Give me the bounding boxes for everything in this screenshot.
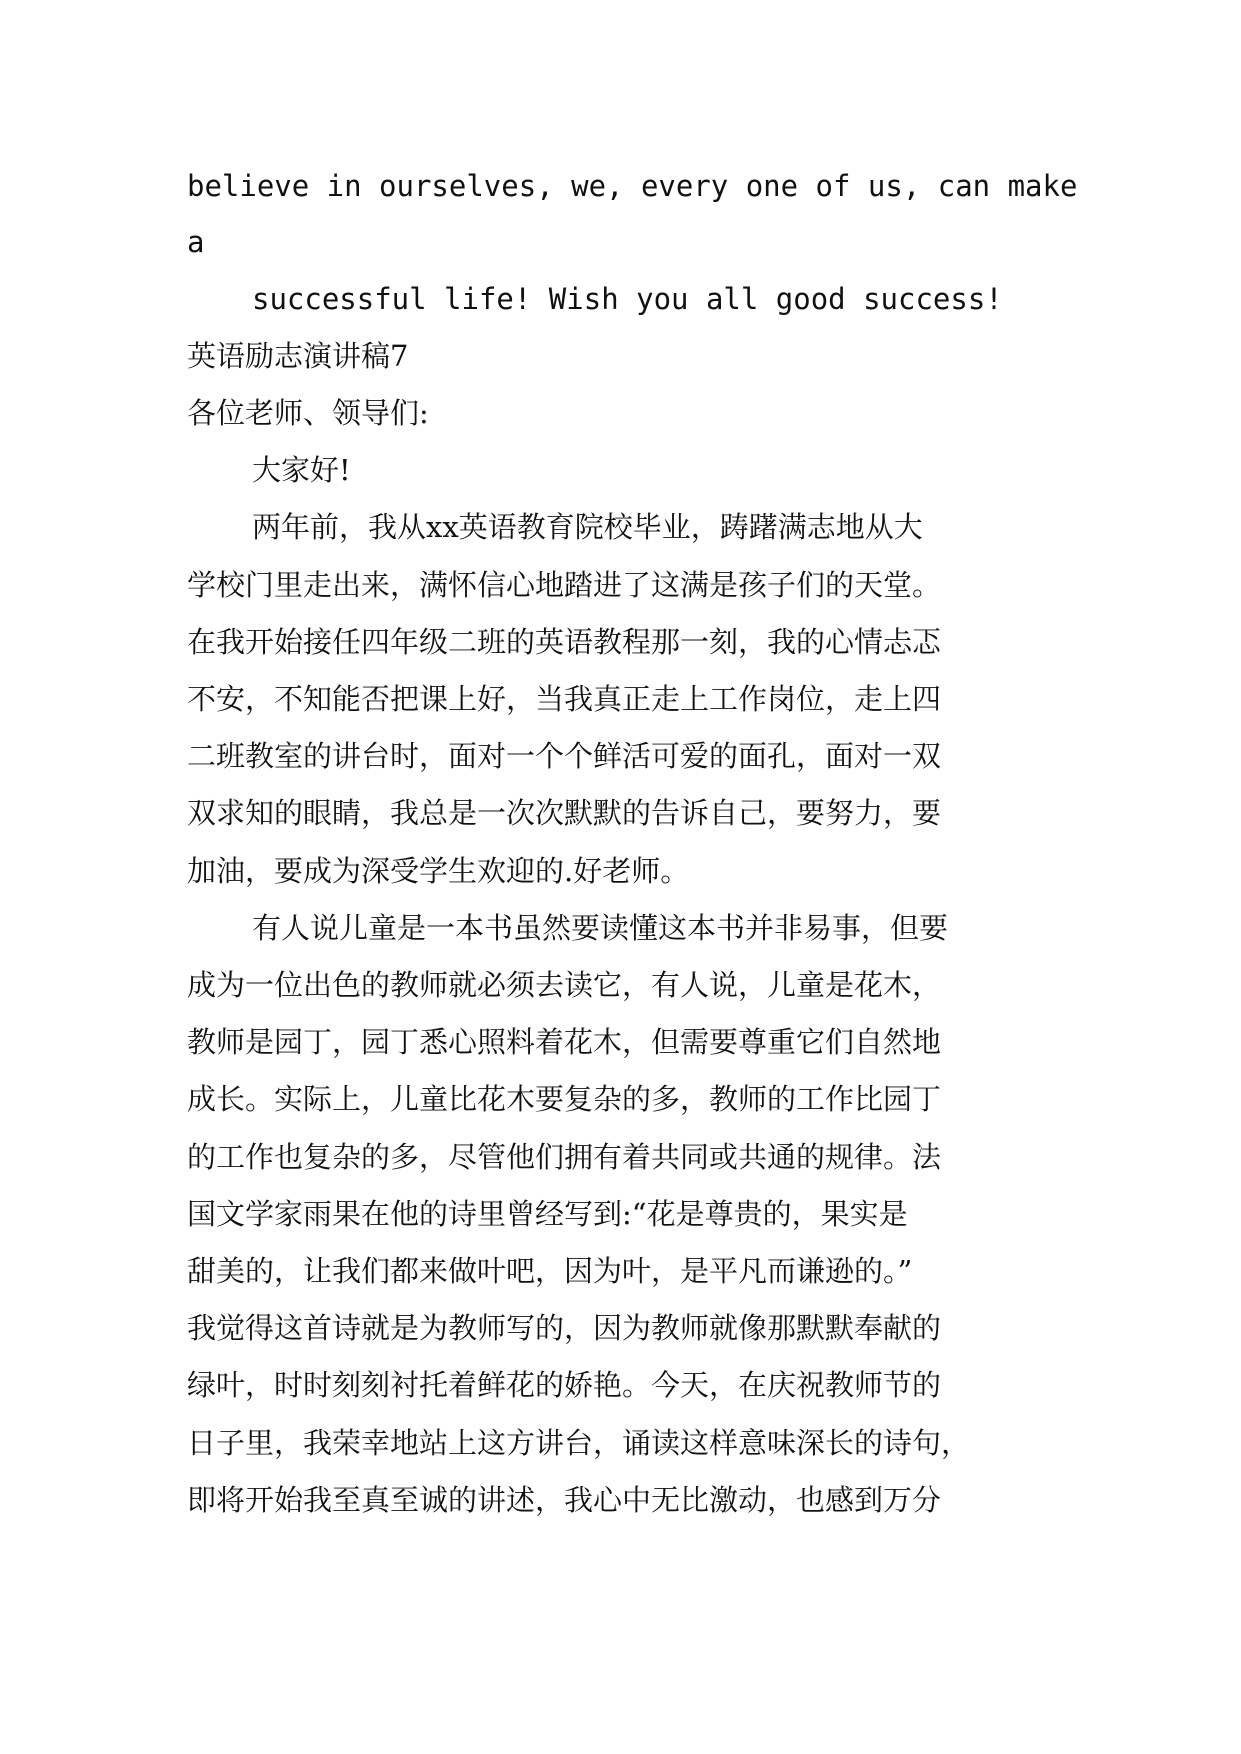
paragraph2-line: 成为一位出色的教师就必须去读它，有人说，儿童是花木， <box>187 968 942 1002</box>
paragraph2-line: 的工作也复杂的多，尽管他们拥有着共同或共通的规律。法 <box>187 1140 942 1174</box>
paragraph1-line: 两年前，我从xx英语教育院校毕业，踌躇满志地从大 <box>252 510 923 544</box>
paragraph2-line: 日子里，我荣幸地站上这方讲台，诵读这样意味深长的诗句， <box>187 1426 971 1460</box>
paragraph2-line: 我觉得这首诗就是为教师写的，因为教师就像那默默奉献的 <box>187 1311 942 1345</box>
greeting: 大家好! <box>252 453 351 487</box>
paragraph1-line: 不安，不知能否把课上好，当我真正走上工作岗位，走上四 <box>187 682 942 716</box>
paragraph2-line: 有人说儿童是一本书虽然要读懂这本书并非易事，但要 <box>252 911 949 945</box>
paragraph1-line: 在我开始接任四年级二班的英语教程那一刻，我的心情忐忑 <box>187 625 942 659</box>
section-title: 英语励志演讲稿7 <box>187 339 409 373</box>
paragraph2-line: 成长。实际上，儿童比花木要复杂的多，教师的工作比园丁 <box>187 1082 942 1116</box>
english-line-3: successful life! Wish you all good success! <box>252 282 1003 316</box>
paragraph1-line: 学校门里走出来，满怀信心地踏进了这满是孩子们的天堂。 <box>187 568 942 602</box>
paragraph1-line: 加油，要成为深受学生欢迎的.好老师。 <box>187 854 690 888</box>
english-line-1: believe in ourselves, we, every one of us, can make <box>187 169 1078 203</box>
paragraph2-line: 国文学家雨果在他的诗里曾经写到:“花是尊贵的，果实是 <box>187 1197 908 1231</box>
paragraph2-line: 甜美的，让我们都来做叶吧，因为叶，是平凡而谦逊的。” <box>187 1254 913 1288</box>
salutation: 各位老师、领导们: <box>187 396 429 430</box>
paragraph1-line: 二班教室的讲台时，面对一个个鲜活可爱的面孔，面对一双 <box>187 739 942 773</box>
paragraph2-line: 绿叶，时时刻刻衬托着鲜花的娇艳。今天，在庆祝教师节的 <box>187 1368 942 1402</box>
paragraph1-line: 双求知的眼睛，我总是一次次默默的告诉自己，要努力，要 <box>187 796 942 830</box>
paragraph2-line: 即将开始我至真至诚的讲述，我心中无比激动，也感到万分 <box>187 1483 942 1517</box>
english-line-2: a <box>187 225 205 259</box>
paragraph2-line: 教师是园丁，园丁悉心照料着花木，但需要尊重它们自然地 <box>187 1025 942 1059</box>
